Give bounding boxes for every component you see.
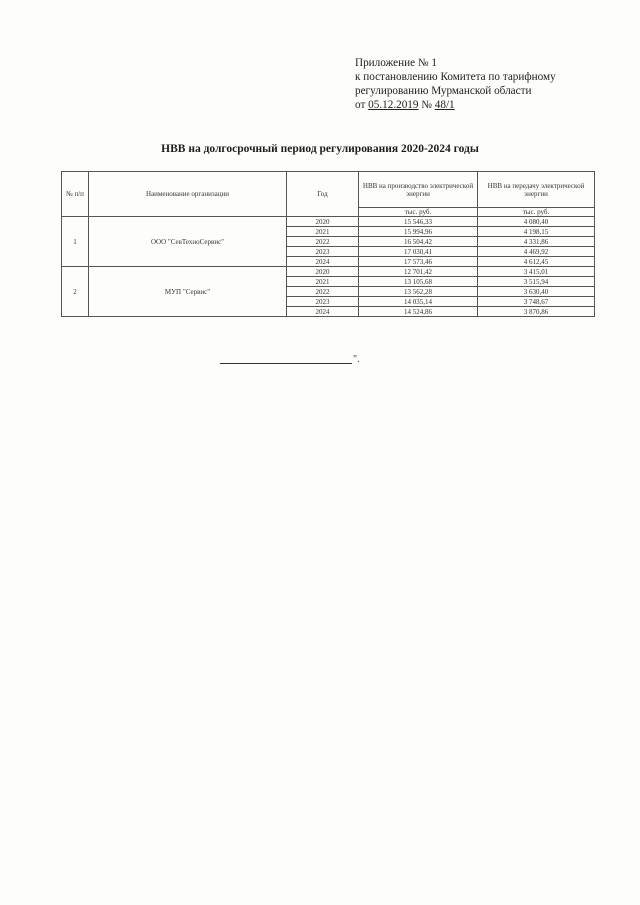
trans-cell: 4 198,15 bbox=[478, 227, 595, 237]
number-prefix: № bbox=[421, 99, 432, 111]
org-number: 1 bbox=[62, 217, 89, 267]
org-name: ООО "СевТехноСервис" bbox=[89, 217, 287, 267]
trans-cell: 3 415,01 bbox=[478, 267, 595, 277]
document-title: НВВ на долгосрочный период регулирования 2020-2024 годы bbox=[161, 143, 479, 155]
table-row bbox=[62, 267, 595, 277]
org-number: 2 bbox=[62, 267, 89, 317]
year-cell: 2022 bbox=[287, 287, 359, 297]
prod-cell: 14 035,14 bbox=[359, 297, 478, 307]
year-cell: 2023 bbox=[287, 297, 359, 307]
trans-cell: 4 080,40 bbox=[478, 217, 595, 227]
trans-cell: 3 515,94 bbox=[478, 277, 595, 287]
appendix-date-line bbox=[355, 98, 556, 112]
unit-prod: тыс. руб. bbox=[359, 208, 478, 217]
appendix-header bbox=[355, 56, 556, 112]
trans-cell: 4 469,92 bbox=[478, 247, 595, 257]
header-year: Год bbox=[287, 172, 359, 217]
year-cell: 2021 bbox=[287, 227, 359, 237]
year-cell: 2022 bbox=[287, 237, 359, 247]
prod-cell: 12 701,42 bbox=[359, 267, 478, 277]
unit-trans: тыс. руб. bbox=[478, 208, 595, 217]
appendix-line-1: Приложение № 1 bbox=[355, 57, 437, 69]
decree-date: 05.12.2019 bbox=[368, 99, 419, 111]
year-cell: 2020 bbox=[287, 217, 359, 227]
year-cell: 2023 bbox=[287, 247, 359, 257]
trans-cell: 3 870,86 bbox=[478, 307, 595, 317]
year-cell: 2021 bbox=[287, 277, 359, 287]
trans-cell: 3 630,40 bbox=[478, 287, 595, 297]
nvv-table bbox=[61, 171, 595, 317]
prod-cell: 13 562,28 bbox=[359, 287, 478, 297]
trans-cell: 4 612,45 bbox=[478, 257, 595, 267]
table-row bbox=[62, 217, 595, 227]
prod-cell: 15 546,33 bbox=[359, 217, 478, 227]
prod-cell: 14 524,86 bbox=[359, 307, 478, 317]
table-header-row bbox=[62, 172, 595, 208]
header-org: Наименование организации bbox=[89, 172, 287, 217]
date-prefix: от bbox=[355, 99, 366, 111]
prod-cell: 13 105,68 bbox=[359, 277, 478, 287]
closing-underline bbox=[220, 363, 352, 364]
header-num: № п/п bbox=[62, 172, 89, 217]
prod-cell: 16 504,42 bbox=[359, 237, 478, 247]
year-cell: 2020 bbox=[287, 267, 359, 277]
year-cell: 2024 bbox=[287, 257, 359, 267]
appendix-line-3: регулированию Мурманской области bbox=[355, 85, 532, 97]
trans-cell: 4 331,86 bbox=[478, 237, 595, 247]
header-prod: НВВ на производство электрической энергии bbox=[359, 172, 478, 208]
year-cell: 2024 bbox=[287, 307, 359, 317]
org-name: МУП "Сервис" bbox=[89, 267, 287, 317]
prod-cell: 17 030,41 bbox=[359, 247, 478, 257]
prod-cell: 17 573,46 bbox=[359, 257, 478, 267]
header-trans: НВВ на передачу электрической энергии bbox=[478, 172, 595, 208]
trans-cell: 3 748,67 bbox=[478, 297, 595, 307]
appendix-line-2: к постановлению Комитета по тарифному bbox=[355, 71, 556, 83]
closing-quote-mark: ". bbox=[353, 354, 360, 365]
prod-cell: 15 994,96 bbox=[359, 227, 478, 237]
decree-number: 48/1 bbox=[434, 99, 455, 111]
